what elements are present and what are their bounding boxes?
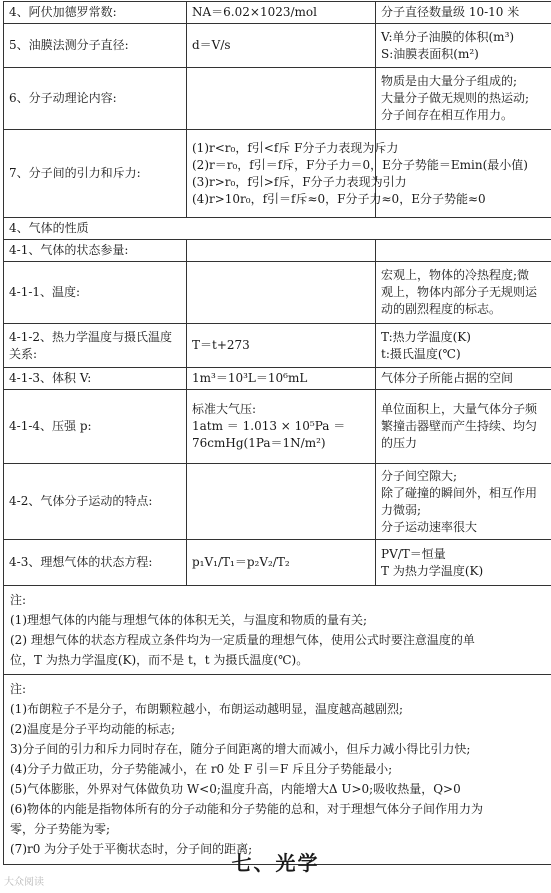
table-row (4, 368, 551, 390)
table-row (4, 464, 551, 540)
row-explanation-line: t:摄氏温度(℃) (381, 346, 461, 361)
row-formula-line: (3)r>r₀，f引>f斥，F分子力表现为引力 (192, 174, 407, 189)
table-row (4, 675, 551, 865)
row-label: 4-1-1、温度: (4, 262, 187, 324)
table-row (4, 2, 551, 24)
row-explanation-line: PV/T＝恒量 (381, 546, 446, 561)
row-explanation-line: 宏观上，物体的冷热程度;微 (381, 268, 530, 282)
row-explanation-line: 物质是由大量分子组成的; (381, 74, 518, 88)
row-explanation-line: 大量分子做无规则的热运动; (381, 91, 530, 105)
row-explanation-line: 分子间空隙大; (381, 468, 458, 483)
note-line: 注: (10, 593, 27, 607)
physics-summary-table (3, 1, 551, 865)
row-explanation-line: S:油膜表面积(m²) (381, 46, 479, 61)
row-explanation-line: 观上，物体内部分子无规则运 (381, 285, 538, 299)
row-explanation (376, 390, 551, 464)
row-explanation-line: 的压力 (381, 436, 418, 450)
row-label: 4-1-4、压强 p: (4, 390, 187, 464)
row-label: 5、油膜法测分子直径: (4, 24, 187, 68)
row-formula: 1m³＝10³L＝10⁶mL (187, 368, 376, 390)
chapter-title: 七、光学 (231, 851, 320, 875)
row-formula-line: (4)r>10r₀，f引＝f斥≈0，F分子力≈0，E分子势能≈0 (192, 191, 486, 206)
row-explanation-line: 力微弱; (381, 502, 422, 517)
row-explanation: 分子直径数量级 10-10 米 (376, 2, 551, 24)
table-row (4, 240, 551, 262)
row-explanation (376, 24, 551, 68)
row-formula (187, 262, 376, 324)
row-explanation (376, 68, 551, 130)
row-formula: T＝t+273 (187, 324, 376, 368)
watermark: 大众阅读 (4, 877, 44, 888)
table-row (4, 130, 551, 218)
row-label: 7、分子间的引力和斥力: (4, 130, 187, 218)
row-explanation: 气体分子所能占据的空间 (376, 368, 551, 390)
row-formula (187, 68, 376, 130)
row-explanation-line: 动的剧烈程度的标志。 (381, 302, 502, 316)
row-formula (187, 240, 376, 262)
row-formula (187, 464, 376, 540)
note-line: 零，分子势能为零; (10, 822, 111, 836)
row-formula: d＝V/s (187, 24, 376, 68)
row-label: 4-1-3、体积 V: (4, 368, 187, 390)
note-line: (7)r0 为分子处于平衡状态时，分子间的距离; (10, 842, 253, 856)
row-formula-line: (2)r＝r₀，f引＝f斥，F分子力＝0，E分子势能＝Emin(最小值) (192, 157, 528, 172)
row-explanation (376, 324, 551, 368)
row-formula (187, 390, 376, 464)
note-line: (1)理想气体的内能与理想气体的体积无关，与温度和物质的量有关; (10, 613, 368, 627)
table-row (4, 390, 551, 464)
row-explanation-line: 除了碰撞的瞬间外，相互作用 (381, 485, 538, 500)
row-explanation-line: 分子运动速率很大 (381, 519, 478, 534)
row-explanation (376, 240, 551, 262)
row-explanation-line: 繁撞击器壁而产生持续、均匀 (381, 419, 538, 433)
row-explanation (376, 464, 551, 540)
row-formula: NA＝6.02×1023/mol (187, 2, 376, 24)
row-formula-line: 1atm ＝ 1.013 × 10⁵Pa ＝ (192, 419, 346, 433)
table-row (4, 586, 551, 675)
table-row (4, 262, 551, 324)
row-label: 6、分子动理论内容: (4, 68, 187, 130)
table-row (4, 68, 551, 130)
row-formula-line: (1)r<r₀，f引<f斥 F分子力表现为斥力 (192, 140, 399, 155)
row-label: 4-1-2、热力学温度与摄氏温度关系: (4, 324, 187, 368)
row-explanation-line: 单位面积上，大量气体分子频 (381, 402, 538, 416)
row-formula-line: 标准大气压: (192, 402, 257, 416)
table-row (4, 324, 551, 368)
row-label: 4、阿伏加德罗常数: (4, 2, 187, 24)
table-row (4, 540, 551, 586)
row-explanation-line: T 为热力学温度(K) (381, 563, 484, 578)
table-row (4, 218, 551, 240)
row-label: 4-3、理想气体的状态方程: (4, 540, 187, 586)
row-formula (187, 130, 528, 218)
note-line: (1)布朗粒子不是分子，布朗颗粒越小，布朗运动越明显，温度越高越剧烈; (10, 702, 404, 716)
note-line: (4)分子力做正功，分子势能减小，在 r0 处 F 引＝F 斥且分子势能最小; (10, 762, 393, 776)
note-block-2 (4, 675, 551, 865)
row-explanation-line: 分子间存在相互作用力。 (381, 108, 514, 122)
note-line: 3)分子间的引力和斥力同时存在，随分子间距离的增大而减小，但斥力减小得比引力快; (10, 742, 471, 756)
note-line: (2)温度是分子平均动能的标志; (10, 722, 176, 736)
note-line: (5)气体膨胀，外界对气体做负功 W<0;温度升高，内能增大Δ U>0;吸收热量，Q>0 (10, 782, 461, 796)
row-formula-line: 76cmHg(1Pa＝1N/m²) (192, 436, 326, 450)
row-explanation (376, 540, 551, 586)
row-explanation-line: V:单分子油膜的体积(m³) (381, 29, 515, 44)
section-heading: 4、气体的性质 (4, 218, 551, 240)
note-line: (2) 理想气体的状态方程成立条件均为一定质量的理想气体，使用公式时要注意温度的单 (10, 633, 475, 647)
row-explanation-line: T:热力学温度(K) (381, 329, 471, 344)
row-label: 4-2、气体分子运动的特点: (4, 464, 187, 540)
row-label: 4-1、气体的状态参量: (4, 240, 187, 262)
note-block-1 (4, 586, 551, 675)
note-line: 注: (10, 682, 27, 696)
note-line: 位，T 为热力学温度(K)，而不是 t，t 为摄氏温度(℃)。 (10, 653, 309, 667)
table-row (4, 24, 551, 68)
row-explanation (376, 262, 551, 324)
note-line: (6)物体的内能是指物体所有的分子动能和分子势能的总和，对于理想气体分子间作用力为 (10, 802, 484, 816)
row-formula: p₁V₁/T₁＝p₂V₂/T₂ (187, 540, 376, 586)
